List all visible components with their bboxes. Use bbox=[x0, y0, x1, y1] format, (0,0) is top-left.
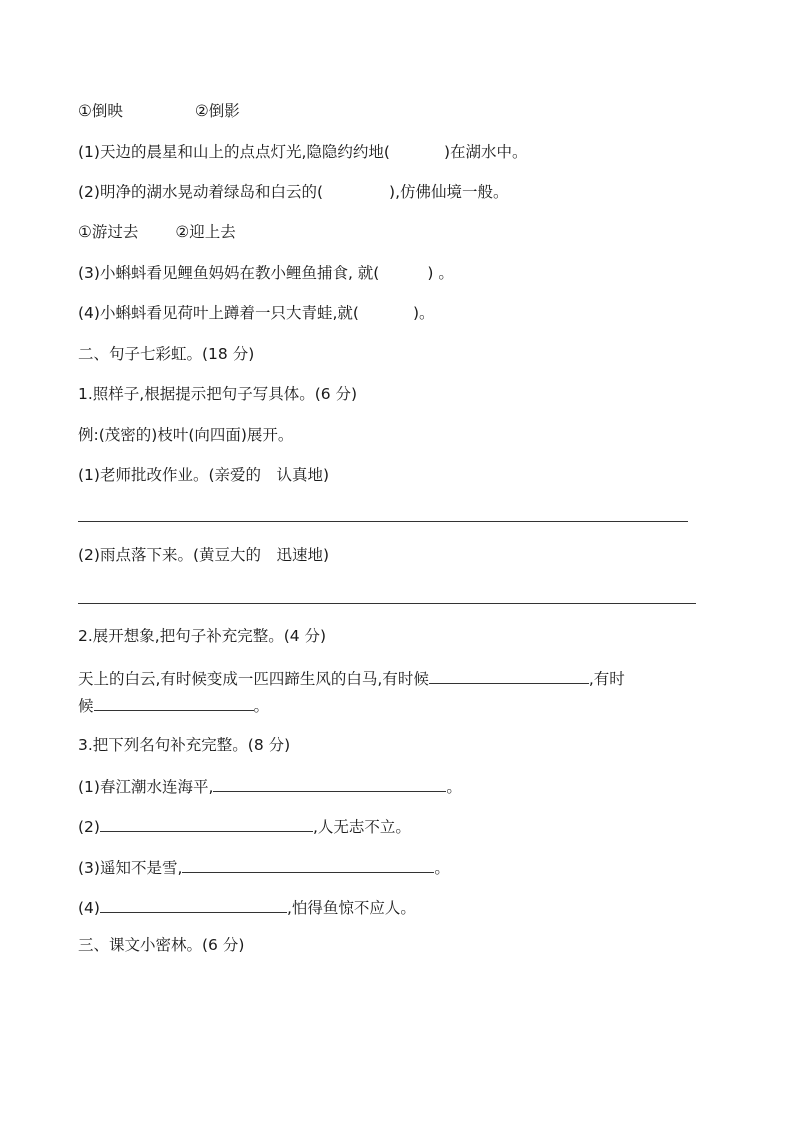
option-1: ①游过去 bbox=[78, 223, 139, 241]
part-1-question-1: (1)老师批改作业。(亲爱的 认真地) bbox=[78, 466, 330, 484]
section-2-heading: 二、句子七彩虹。(18 分) bbox=[78, 345, 255, 363]
poem-2-text: (2) bbox=[78, 818, 100, 836]
part-1-title: 1.照样子,根据提示把句子写具体。(6 分) bbox=[78, 385, 358, 403]
question-1-text: (1)天边的晨星和山上的点点灯光,隐隐约约地( bbox=[78, 143, 390, 161]
poem-line-1 bbox=[78, 775, 462, 797]
answer-line-1[interactable] bbox=[78, 521, 688, 522]
fill-blank-1[interactable] bbox=[429, 667, 589, 684]
question-3-close: ) 。 bbox=[427, 264, 454, 282]
option-row-a bbox=[78, 101, 240, 121]
poem-line-4 bbox=[78, 896, 416, 918]
question-2-close: ),仿佛仙境一般。 bbox=[389, 183, 509, 201]
part-2-text-2: ,有时 bbox=[588, 670, 625, 688]
example-sentence: 例:(茂密的)枝叶(向四面)展开。 bbox=[78, 426, 294, 444]
part-2-text-1: 天上的白云,有时候变成一匹四蹄生风的白马,有时候 bbox=[78, 670, 429, 688]
poem-blank-2[interactable] bbox=[100, 815, 313, 832]
answer-line-2[interactable] bbox=[78, 603, 696, 604]
part-2-text-4: 。 bbox=[253, 697, 270, 715]
question-1 bbox=[78, 142, 528, 162]
poem-4-text: (4) bbox=[78, 899, 100, 917]
option-2: ②迎上去 bbox=[175, 223, 236, 241]
part-2-line-1 bbox=[78, 667, 625, 689]
part-2-line-2 bbox=[78, 694, 269, 716]
question-2 bbox=[78, 182, 509, 202]
option-1: ①倒映 bbox=[78, 102, 123, 120]
part-1-question-2: (2)雨点落下来。(黄豆大的 迅速地) bbox=[78, 546, 330, 564]
section-3-heading: 三、课文小密林。(6 分) bbox=[78, 936, 245, 954]
poem-blank-3[interactable] bbox=[182, 856, 434, 873]
poem-3-end: 。 bbox=[434, 859, 450, 877]
poem-3-text: (3)遥知不是雪, bbox=[78, 859, 183, 877]
poem-line-2 bbox=[78, 815, 411, 837]
option-row-b bbox=[78, 222, 236, 242]
question-1-close: )在湖水中。 bbox=[443, 143, 528, 161]
poem-1-end: 。 bbox=[446, 778, 462, 796]
part-3-title: 3.把下列名句补充完整。(8 分) bbox=[78, 736, 291, 754]
poem-blank-4[interactable] bbox=[100, 896, 287, 913]
poem-1-text: (1)春江潮水连海平, bbox=[78, 778, 214, 796]
question-3 bbox=[78, 263, 454, 283]
fill-blank-2[interactable] bbox=[94, 694, 254, 711]
poem-2-end: ,人无志不立。 bbox=[312, 818, 411, 836]
part-2-text-3: 候 bbox=[78, 697, 94, 715]
question-4-close: )。 bbox=[412, 304, 435, 322]
question-2-text: (2)明净的湖水晃动着绿岛和白云的( bbox=[78, 183, 324, 201]
question-4-text: (4)小蝌蚪看见荷叶上蹲着一只大青蛙,就( bbox=[78, 304, 359, 322]
question-4 bbox=[78, 303, 435, 323]
question-3-text: (3)小蝌蚪看见鲤鱼妈妈在教小鲤鱼捕食, 就( bbox=[78, 264, 380, 282]
poem-line-3 bbox=[78, 856, 450, 878]
part-2-title: 2.展开想象,把句子补充完整。(4 分) bbox=[78, 627, 327, 645]
poem-4-end: ,怕得鱼惊不应人。 bbox=[286, 899, 416, 917]
option-2: ②倒影 bbox=[194, 102, 240, 120]
poem-blank-1[interactable] bbox=[213, 775, 446, 792]
